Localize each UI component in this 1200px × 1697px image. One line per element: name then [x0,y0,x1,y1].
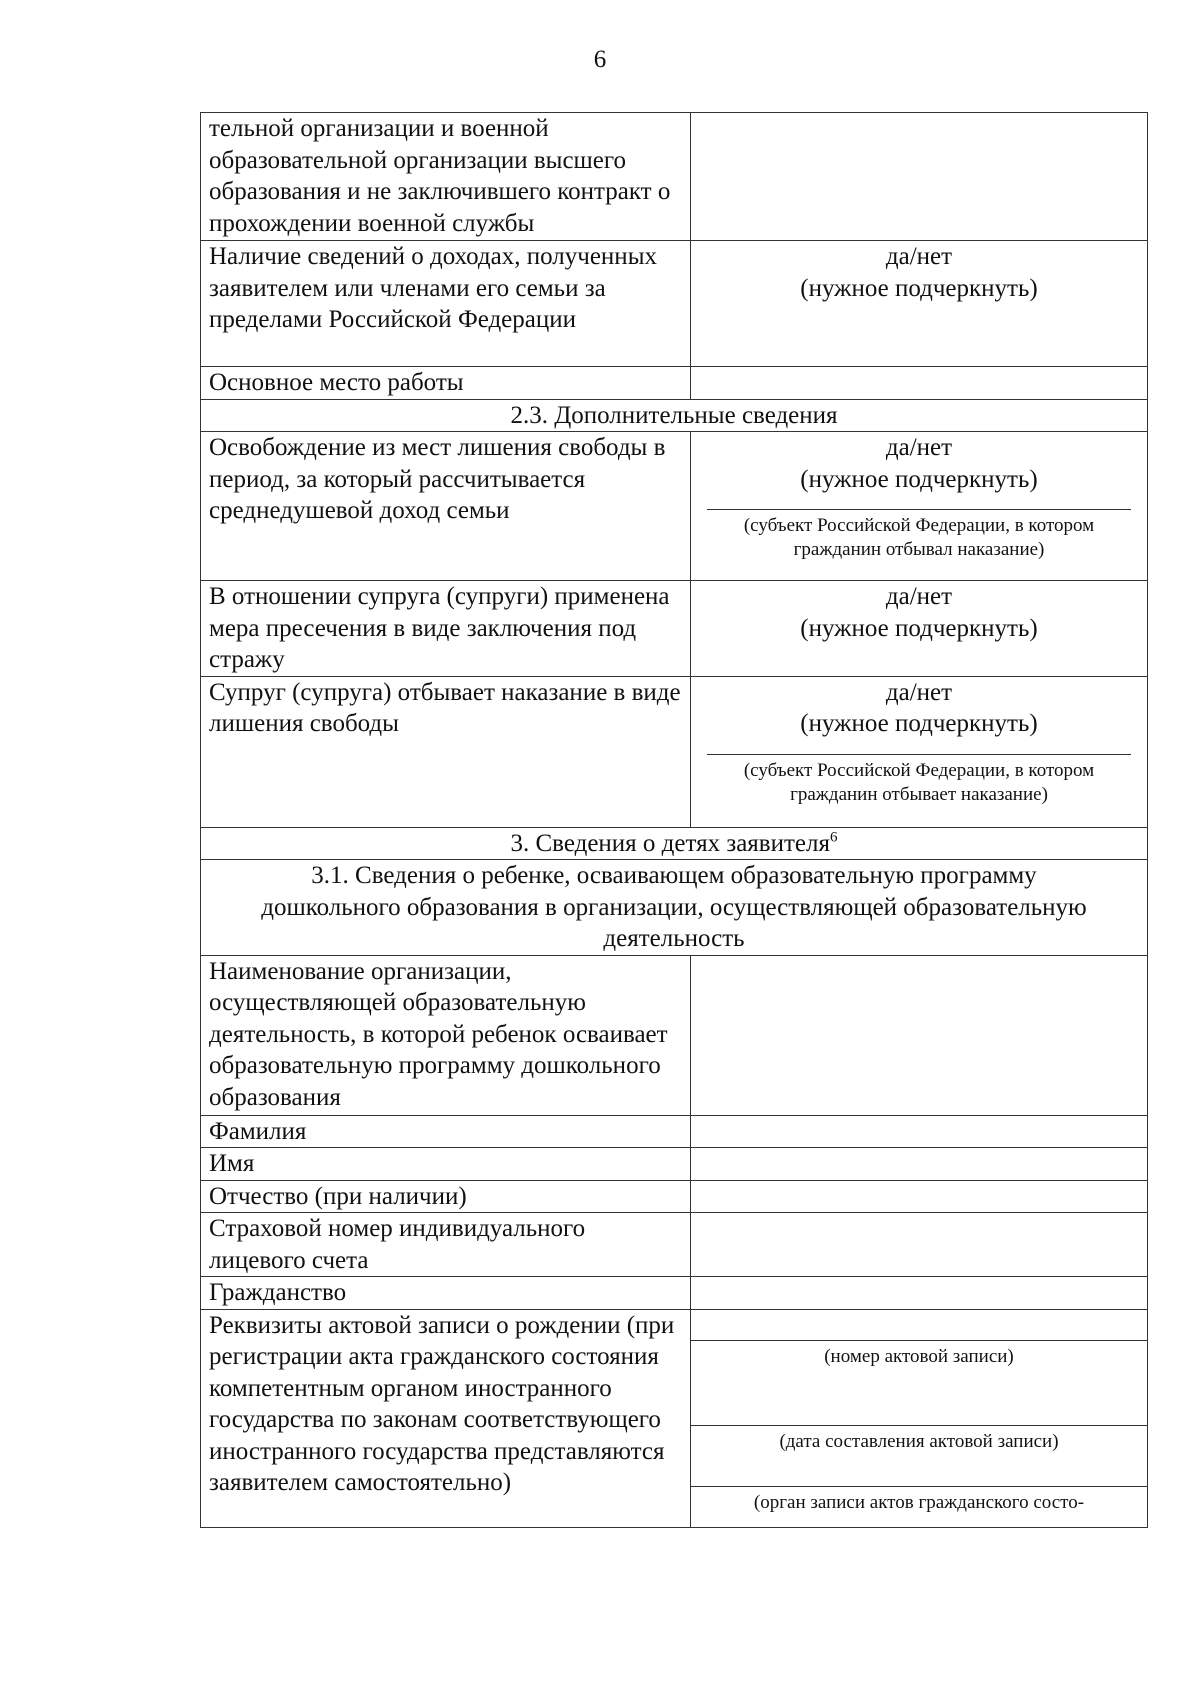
region-caption: (субъект Российской Федерации, в котором гражданин отбывает наказание) [743,759,1095,805]
spouse-custody-choice[interactable] [691,581,1148,677]
foreign-income-label: Наличие сведений о доходах, полученных заявителем или членами его семьи за пределами Российской Федерации [201,241,691,367]
birth-record-fields [691,1309,1148,1527]
record-date-input[interactable] [691,1369,1147,1426]
main-workplace-label: Основное место работы [201,367,691,400]
table-row [201,581,1148,677]
application-form-table [200,112,1148,1528]
section-3-title: 3. Сведения о детях заявителя [510,829,830,857]
table-row [201,113,1148,241]
spouse-imprisonment-choice[interactable] [691,676,1148,827]
table-row [201,860,1148,956]
table-row [201,1213,1148,1277]
patronymic-value[interactable] [691,1180,1148,1213]
release-from-prison-choice[interactable] [691,432,1148,581]
region-input-line[interactable] [707,740,1131,755]
record-number-input[interactable] [691,1310,1147,1341]
organization-name-value[interactable] [691,955,1148,1115]
military-education-label: тельной организации и военной образовательной организации высшего образования и не заключившего контракт о прохождении военной службы [201,113,691,241]
spouse-custody-label: В отношении супруга (супруги) применена мера пресечения в виде заключения под стражу [201,581,691,677]
record-date-caption: (дата составления актовой записи) [779,1430,1059,1452]
snils-value[interactable] [691,1213,1148,1277]
table-row [201,1148,1148,1181]
table-row [201,676,1148,827]
birth-record-label: Реквизиты актовой записи о рождении (при регистрации акта гражданского состояния компетентным органом иностранного государства по законам соответствующего иностранного государства представляются заявителем самостоятельно) [201,1309,691,1527]
snils-label: Страховой номер индивидуального лицевого счета [201,1213,691,1277]
release-from-prison-label: Освобождение из мест лишения свободы в период, за который рассчитывается среднедушевой доход семьи [201,432,691,581]
registry-office-caption: (орган записи актов гражданского состо- [753,1491,1085,1513]
underline-note: (нужное подчеркнуть) [800,465,1038,493]
organization-name-label: Наименование организации, осуществляющей образовательную деятельность, в которой ребенок осваивает образовательную программу дошкольного образования [201,955,691,1115]
table-row [201,1115,1148,1148]
yes-no-option[interactable]: да/нет [885,583,953,610]
table-row [201,1277,1148,1310]
region-input-line[interactable] [707,495,1131,510]
footnote-mark: 6 [829,829,838,846]
military-education-value[interactable] [691,113,1148,241]
section-2-3-heading: 2.3. Дополнительные сведения [201,399,1148,432]
table-row [201,1180,1148,1213]
table-row [201,1309,1148,1527]
region-caption: (субъект Российской Федерации, в котором гражданин отбывал наказание) [743,515,1095,560]
table-row [201,399,1148,432]
spouse-imprisonment-label: Супруг (супруга) отбывает наказание в виде лишения свободы [201,676,691,827]
section-3-heading [201,827,1148,860]
table-row [201,367,1148,400]
first-name-value[interactable] [691,1148,1148,1181]
table-row [201,955,1148,1115]
table-row [201,827,1148,860]
yes-no-option[interactable]: да/нет [885,678,953,706]
yes-no-option[interactable]: да/нет [885,434,953,461]
first-name-label: Имя [201,1148,691,1181]
surname-label: Фамилия [201,1115,691,1148]
registry-office-input[interactable] [691,1454,1147,1487]
citizenship-value[interactable] [691,1277,1148,1310]
surname-value[interactable] [691,1115,1148,1148]
underline-note: (нужное подчеркнуть) [800,274,1038,302]
table-row [201,432,1148,581]
main-workplace-value[interactable] [691,367,1148,400]
underline-note: (нужное подчеркнуть) [800,710,1038,737]
citizenship-label: Гражданство [201,1277,691,1310]
page-number: 6 [593,46,607,73]
patronymic-label: Отчество (при наличии) [201,1180,691,1213]
foreign-income-choice[interactable] [691,241,1148,367]
section-3-1-heading: 3.1. Сведения о ребенке, осваивающем образовательную программу дошкольного образования в организации, осуществляющей образовательную деятельность [201,860,1148,956]
table-row [201,241,1148,367]
underline-note: (нужное подчеркнуть) [800,614,1038,642]
record-number-caption: (номер актовой записи) [824,1345,1014,1367]
yes-no-option[interactable]: да/нет [885,243,953,270]
